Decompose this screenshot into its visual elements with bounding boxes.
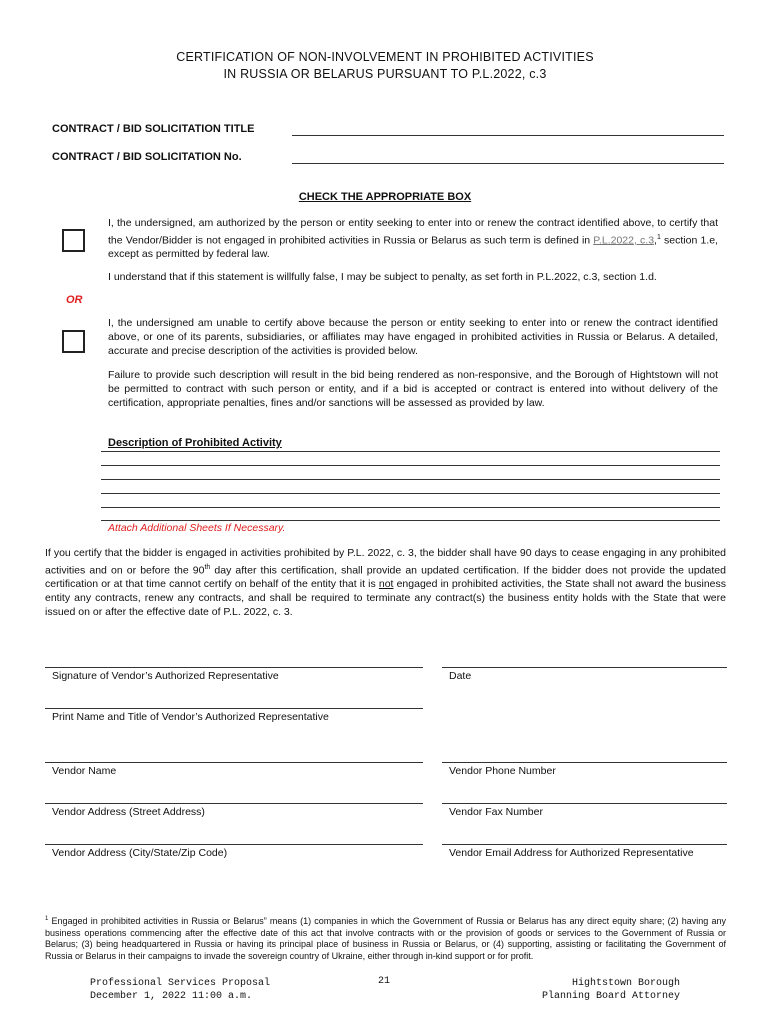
vendor-name-label: Vendor Name	[52, 765, 117, 777]
date-line[interactable]	[442, 667, 727, 668]
street-address-label: Vendor Address (Street Address)	[52, 806, 205, 818]
description-line-6[interactable]	[101, 520, 720, 521]
certify-not-engaged-checkbox[interactable]	[62, 229, 85, 252]
fax-line[interactable]	[442, 803, 727, 804]
footnote: $^1$ Engaged in prohibited activities in Russia or Belarus” means (1) companies in which the Government of Russia or Belarus has any direct equity share; (2) having any business operations commencing after the effective date of this act that involve contracts with or the provision of goods or services to the Government of Russia or Belarus; (3) being headquartered in Russia or having its principal place of business in Russia or Belarus, or (4) supporting, assisting or facilitating the Government of Russia or Belarus in their campaigns to invade the sovereign country of Ukraine, either through in-kind support or for profit.	[45, 916, 726, 961]
option1-penalty-note: I understand that if this statement is willfully false, I may be subject to penalty, as set forth in P.L.2022, c.3, section 1.d.	[108, 271, 657, 283]
option2-statement: I, the undersigned am unable to certify above because the person or entity seeking to enter into or renew the contract identified above, or one of its parents, subsidiaries, or affiliates may have engaged in prohibited activities in Russia or Belarus. A detailed, accurate and precise description of the activities is provided below.	[108, 317, 718, 357]
footer-date: December 1, 2022 11:00 a.m.	[90, 991, 253, 1002]
signature-line[interactable]	[45, 667, 423, 668]
description-line-4[interactable]	[101, 493, 720, 494]
document-title-line1: CERTIFICATION OF NON-INVOLVEMENT IN PROHIBITED ACTIVITIES	[176, 50, 594, 64]
description-line-3[interactable]	[101, 479, 720, 480]
contract-number-field[interactable]	[292, 163, 724, 164]
description-label: Description of Prohibited Activity	[108, 437, 282, 449]
date-label: Date	[449, 670, 472, 682]
signature-label: Signature of Vendor’s Authorized Representative	[52, 670, 279, 682]
footer-borough: Hightstown Borough	[571, 978, 680, 989]
certification-paragraph: If you certify that the bidder is engaged in activities prohibited by P.L. 2022, c. 3, the bidder shall have 90 days to cease engaging in any prohibited activities and on or before the 90th day after this certification, shall provide an updated certification. If the bidder does not provide the updated certification or at that time cannot certify on behalf of the entity that it is not engaged in prohibited activities, the State shall not award the business entity any contracts, renew any contracts, and shall be required to terminate any contract(s) the business entity holds with the State that were issued on or after the effective date of P.L. 2022, c. 3.	[45, 547, 726, 618]
vendor-phone-line[interactable]	[442, 762, 727, 763]
option1-statement: I, the undersigned, am authorized by the person or entity seeking to enter into or renew the contract identified above, to certify that the Vendor/Bidder is not engaged in prohibited activities in Russia or Belarus as such term is defined in P.L.2022, c.3,$^1$ section 1.e, except as permitted by federal law.	[108, 217, 718, 261]
city-state-zip-label: Vendor Address (City/State/Zip Code)	[52, 847, 228, 859]
email-label: Vendor Email Address for Authorized Representative	[449, 847, 694, 859]
description-line-5[interactable]	[101, 507, 720, 508]
unable-to-certify-checkbox[interactable]	[62, 330, 85, 353]
email-line[interactable]	[442, 844, 727, 845]
footer-attorney: Planning Board Attorney	[541, 991, 680, 1002]
fax-label: Vendor Fax Number	[449, 806, 543, 818]
contract-title-field[interactable]	[292, 135, 724, 136]
or-label: OR	[66, 294, 83, 306]
document-title-line2: IN RUSSIA OR BELARUS PURSUANT TO P.L.2022, c.3	[223, 67, 547, 81]
street-address-line[interactable]	[45, 803, 423, 804]
print-name-label: Print Name and Title of Vendor’s Authorized Representative	[52, 711, 329, 723]
check-box-heading: CHECK THE APPROPRIATE BOX	[298, 191, 472, 203]
description-line-2[interactable]	[101, 465, 720, 466]
contract-number-label: CONTRACT / BID SOLICITATION No.	[52, 151, 242, 163]
city-state-zip-line[interactable]	[45, 844, 423, 845]
attach-sheets-note: Attach Additional Sheets If Necessary.	[108, 522, 286, 534]
vendor-name-line[interactable]	[45, 762, 423, 763]
contract-title-label: CONTRACT / BID SOLICITATION TITLE	[52, 123, 255, 135]
option2-failure-note: Failure to provide such description will result in the bid being rendered as non-responsive, and the Borough of Hightstown will not be permitted to contract with such person or entity, and if a bid is accepted or contract is entered into without delivery of the certification, appropriate penalties, fines and/or sanctions will be assessed as provided by law.	[108, 369, 718, 409]
print-name-line[interactable]	[45, 708, 423, 709]
vendor-phone-label: Vendor Phone Number	[449, 765, 556, 777]
page-number: 21	[378, 976, 391, 987]
footer-proposal-label: Professional Services Proposal	[90, 978, 271, 989]
description-line-1[interactable]	[101, 451, 720, 452]
pl-2022-link[interactable]: P.L.2022, c.3	[593, 234, 655, 247]
